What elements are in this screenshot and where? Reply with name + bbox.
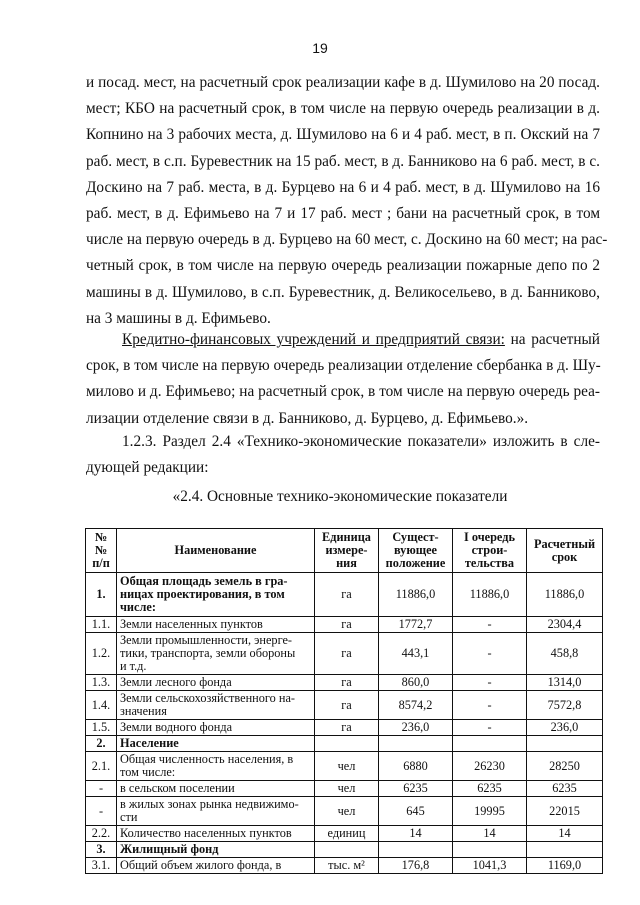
row-unit: га xyxy=(315,675,379,691)
row-unit: га xyxy=(315,720,379,736)
row-first-stage xyxy=(453,842,527,858)
row-number: 2. xyxy=(86,736,117,752)
text-fragment: на расчетный xyxy=(504,331,600,348)
table-row xyxy=(86,842,603,858)
row-number: 1. xyxy=(86,573,117,617)
text-line: раб. мест, в с.п. Буревестник на 15 раб. мест, в д. Банниково на 6 раб. мест, в с. xyxy=(86,152,600,170)
row-existing xyxy=(379,736,453,752)
row-name: Земли населенных пунктов xyxy=(117,617,315,633)
table-title: «2.4. Основные технико-экономические показатели xyxy=(172,488,508,505)
table-header-row xyxy=(86,529,603,573)
row-number: 1.5. xyxy=(86,720,117,736)
table-row xyxy=(86,675,603,691)
row-number: 2.2. xyxy=(86,826,117,842)
column-header: № № п/п xyxy=(86,529,117,573)
row-calc-term: 6235 xyxy=(527,781,603,797)
row-first-stage: - xyxy=(453,720,527,736)
row-first-stage: - xyxy=(453,617,527,633)
paragraph-3 xyxy=(86,429,600,481)
text-line: на 3 машины в д. Ефимьево. xyxy=(86,309,271,327)
row-name: Количество населенных пунктов xyxy=(117,826,315,842)
row-calc-term: 1169,0 xyxy=(527,858,603,874)
row-first-stage: - xyxy=(453,675,527,691)
row-unit xyxy=(315,736,379,752)
row-name: в сельском поселении xyxy=(117,781,315,797)
text-line: Копнино на 3 рабочих места, д. Шумилово на 6 и 4 раб. мест, в п. Окский на 7 xyxy=(86,126,600,144)
text-line: мест; КБО на расчетный срок, в том числе на первую очередь реализации в д. xyxy=(86,100,600,118)
text-line: срок, в том числе на первую очередь реализации отделение сбербанка в д. Шу- xyxy=(86,357,601,375)
row-unit: га xyxy=(315,633,379,675)
row-number: 1.2. xyxy=(86,633,117,675)
row-name: Общая численность населения, в том числе: xyxy=(117,752,315,781)
column-header: Сущест- вующее положение xyxy=(379,529,453,573)
column-header: Наименование xyxy=(117,529,315,573)
text-line: четный срок, в том числе на первую очередь реализации пожарные депо по 2 xyxy=(86,257,600,275)
row-unit: чел xyxy=(315,781,379,797)
row-unit: га xyxy=(315,691,379,720)
row-existing: 6235 xyxy=(379,781,453,797)
page-number: 19 xyxy=(312,40,328,56)
table-row xyxy=(86,736,603,752)
row-number: 2.1. xyxy=(86,752,117,781)
row-calc-term xyxy=(527,842,603,858)
row-number: 1.1. xyxy=(86,617,117,633)
table-row xyxy=(86,858,603,874)
row-unit xyxy=(315,842,379,858)
row-existing: 1772,7 xyxy=(379,617,453,633)
row-calc-term: 458,8 xyxy=(527,633,603,675)
row-number: 1.4. xyxy=(86,691,117,720)
table-row xyxy=(86,797,603,826)
row-first-stage: 6235 xyxy=(453,781,527,797)
row-number: - xyxy=(86,797,117,826)
row-unit: га xyxy=(315,617,379,633)
row-number: 3. xyxy=(86,842,117,858)
row-first-stage: 14 xyxy=(453,826,527,842)
section-heading: Кредитно-финансовых учреждений и предприятий связи: xyxy=(122,331,505,348)
text-line: милово и д. Ефимьево; на расчетный срок, в том числе на первую очередь реа- xyxy=(86,383,600,401)
row-name: Население xyxy=(117,736,315,752)
text-line: Доскино на 7 раб. места, в д. Бурцево на 6 и 4 раб. мест, в д. Шумилово на 16 xyxy=(86,178,600,196)
text-line: лизации отделение связи в д. Банниково, д. Бурцево, д. Ефимьево.». xyxy=(86,409,529,427)
row-first-stage xyxy=(453,736,527,752)
table-row xyxy=(86,781,603,797)
row-first-stage: - xyxy=(453,691,527,720)
text-line xyxy=(86,327,600,353)
column-header: Единица измере- ния xyxy=(315,529,379,573)
table-row xyxy=(86,633,603,675)
row-calc-term xyxy=(527,736,603,752)
row-number: - xyxy=(86,781,117,797)
text-line: числе на первую очередь в д. Бурцево на 60 мест, с. Доскино на 60 мест; на рас- xyxy=(86,231,608,249)
row-existing xyxy=(379,842,453,858)
row-name: в жилых зонах рынка недвижимо- сти xyxy=(117,797,315,826)
row-calc-term: 28250 xyxy=(527,752,603,781)
row-calc-term: 2304,4 xyxy=(527,617,603,633)
row-unit: чел xyxy=(315,797,379,826)
row-name: Общий объем жилого фонда, в xyxy=(117,858,315,874)
row-name: Земли водного фонда xyxy=(117,720,315,736)
row-existing: 6880 xyxy=(379,752,453,781)
row-calc-term: 11886,0 xyxy=(527,573,603,617)
row-first-stage: - xyxy=(453,633,527,675)
row-unit: единиц xyxy=(315,826,379,842)
row-existing: 443,1 xyxy=(379,633,453,675)
row-calc-term: 1314,0 xyxy=(527,675,603,691)
row-name: Земли промышленности, энерге- тики, транспорта, земли обороны и т.д. xyxy=(117,633,315,675)
indicators-table xyxy=(85,528,603,874)
row-existing: 8574,2 xyxy=(379,691,453,720)
row-unit: чел xyxy=(315,752,379,781)
paragraph-2 xyxy=(86,327,600,432)
row-unit: тыс. м² xyxy=(315,858,379,874)
row-name: Общая площадь земель в гра- ницах проектирования, в том числе: xyxy=(117,573,315,617)
row-name: Земли лесного фонда xyxy=(117,675,315,691)
row-existing: 236,0 xyxy=(379,720,453,736)
text-line: и посад. мест, на расчетный срок реализации кафе в д. Шумилово на 20 посад. xyxy=(86,74,600,91)
row-existing: 645 xyxy=(379,797,453,826)
text-line: 1.2.3. Раздел 2.4 «Технико-экономические показатели» изложить в сле- xyxy=(122,433,600,450)
column-header: Расчетный срок xyxy=(527,529,603,573)
row-first-stage: 26230 xyxy=(453,752,527,781)
table-row xyxy=(86,826,603,842)
row-existing: 860,0 xyxy=(379,675,453,691)
text-line: дующей редакции: xyxy=(86,459,209,477)
row-first-stage: 11886,0 xyxy=(453,573,527,617)
row-existing: 11886,0 xyxy=(379,573,453,617)
paragraph-1 xyxy=(86,70,608,332)
row-first-stage: 19995 xyxy=(453,797,527,826)
row-number: 1.3. xyxy=(86,675,117,691)
row-unit: га xyxy=(315,573,379,617)
table-row xyxy=(86,720,603,736)
row-name: Земли сельскохозяйственного на- значения xyxy=(117,691,315,720)
table-row xyxy=(86,573,603,617)
table-row xyxy=(86,752,603,781)
table-row xyxy=(86,691,603,720)
table-row xyxy=(86,617,603,633)
text-line: раб. мест, в д. Ефимьево на 7 и 17 раб. мест ; бани на расчетный срок, в том xyxy=(86,205,600,223)
row-name: Жилищный фонд xyxy=(117,842,315,858)
row-first-stage: 1041,3 xyxy=(453,858,527,874)
row-existing: 14 xyxy=(379,826,453,842)
row-calc-term: 7572,8 xyxy=(527,691,603,720)
column-header: I очередь строи- тельства xyxy=(453,529,527,573)
row-existing: 176,8 xyxy=(379,858,453,874)
row-calc-term: 236,0 xyxy=(527,720,603,736)
row-number: 3.1. xyxy=(86,858,117,874)
text-line: машины в д. Шумилово, в с.п. Буревестник, д. Великосельево, в д. Банниково, xyxy=(86,283,600,301)
row-calc-term: 22015 xyxy=(527,797,603,826)
row-calc-term: 14 xyxy=(527,826,603,842)
